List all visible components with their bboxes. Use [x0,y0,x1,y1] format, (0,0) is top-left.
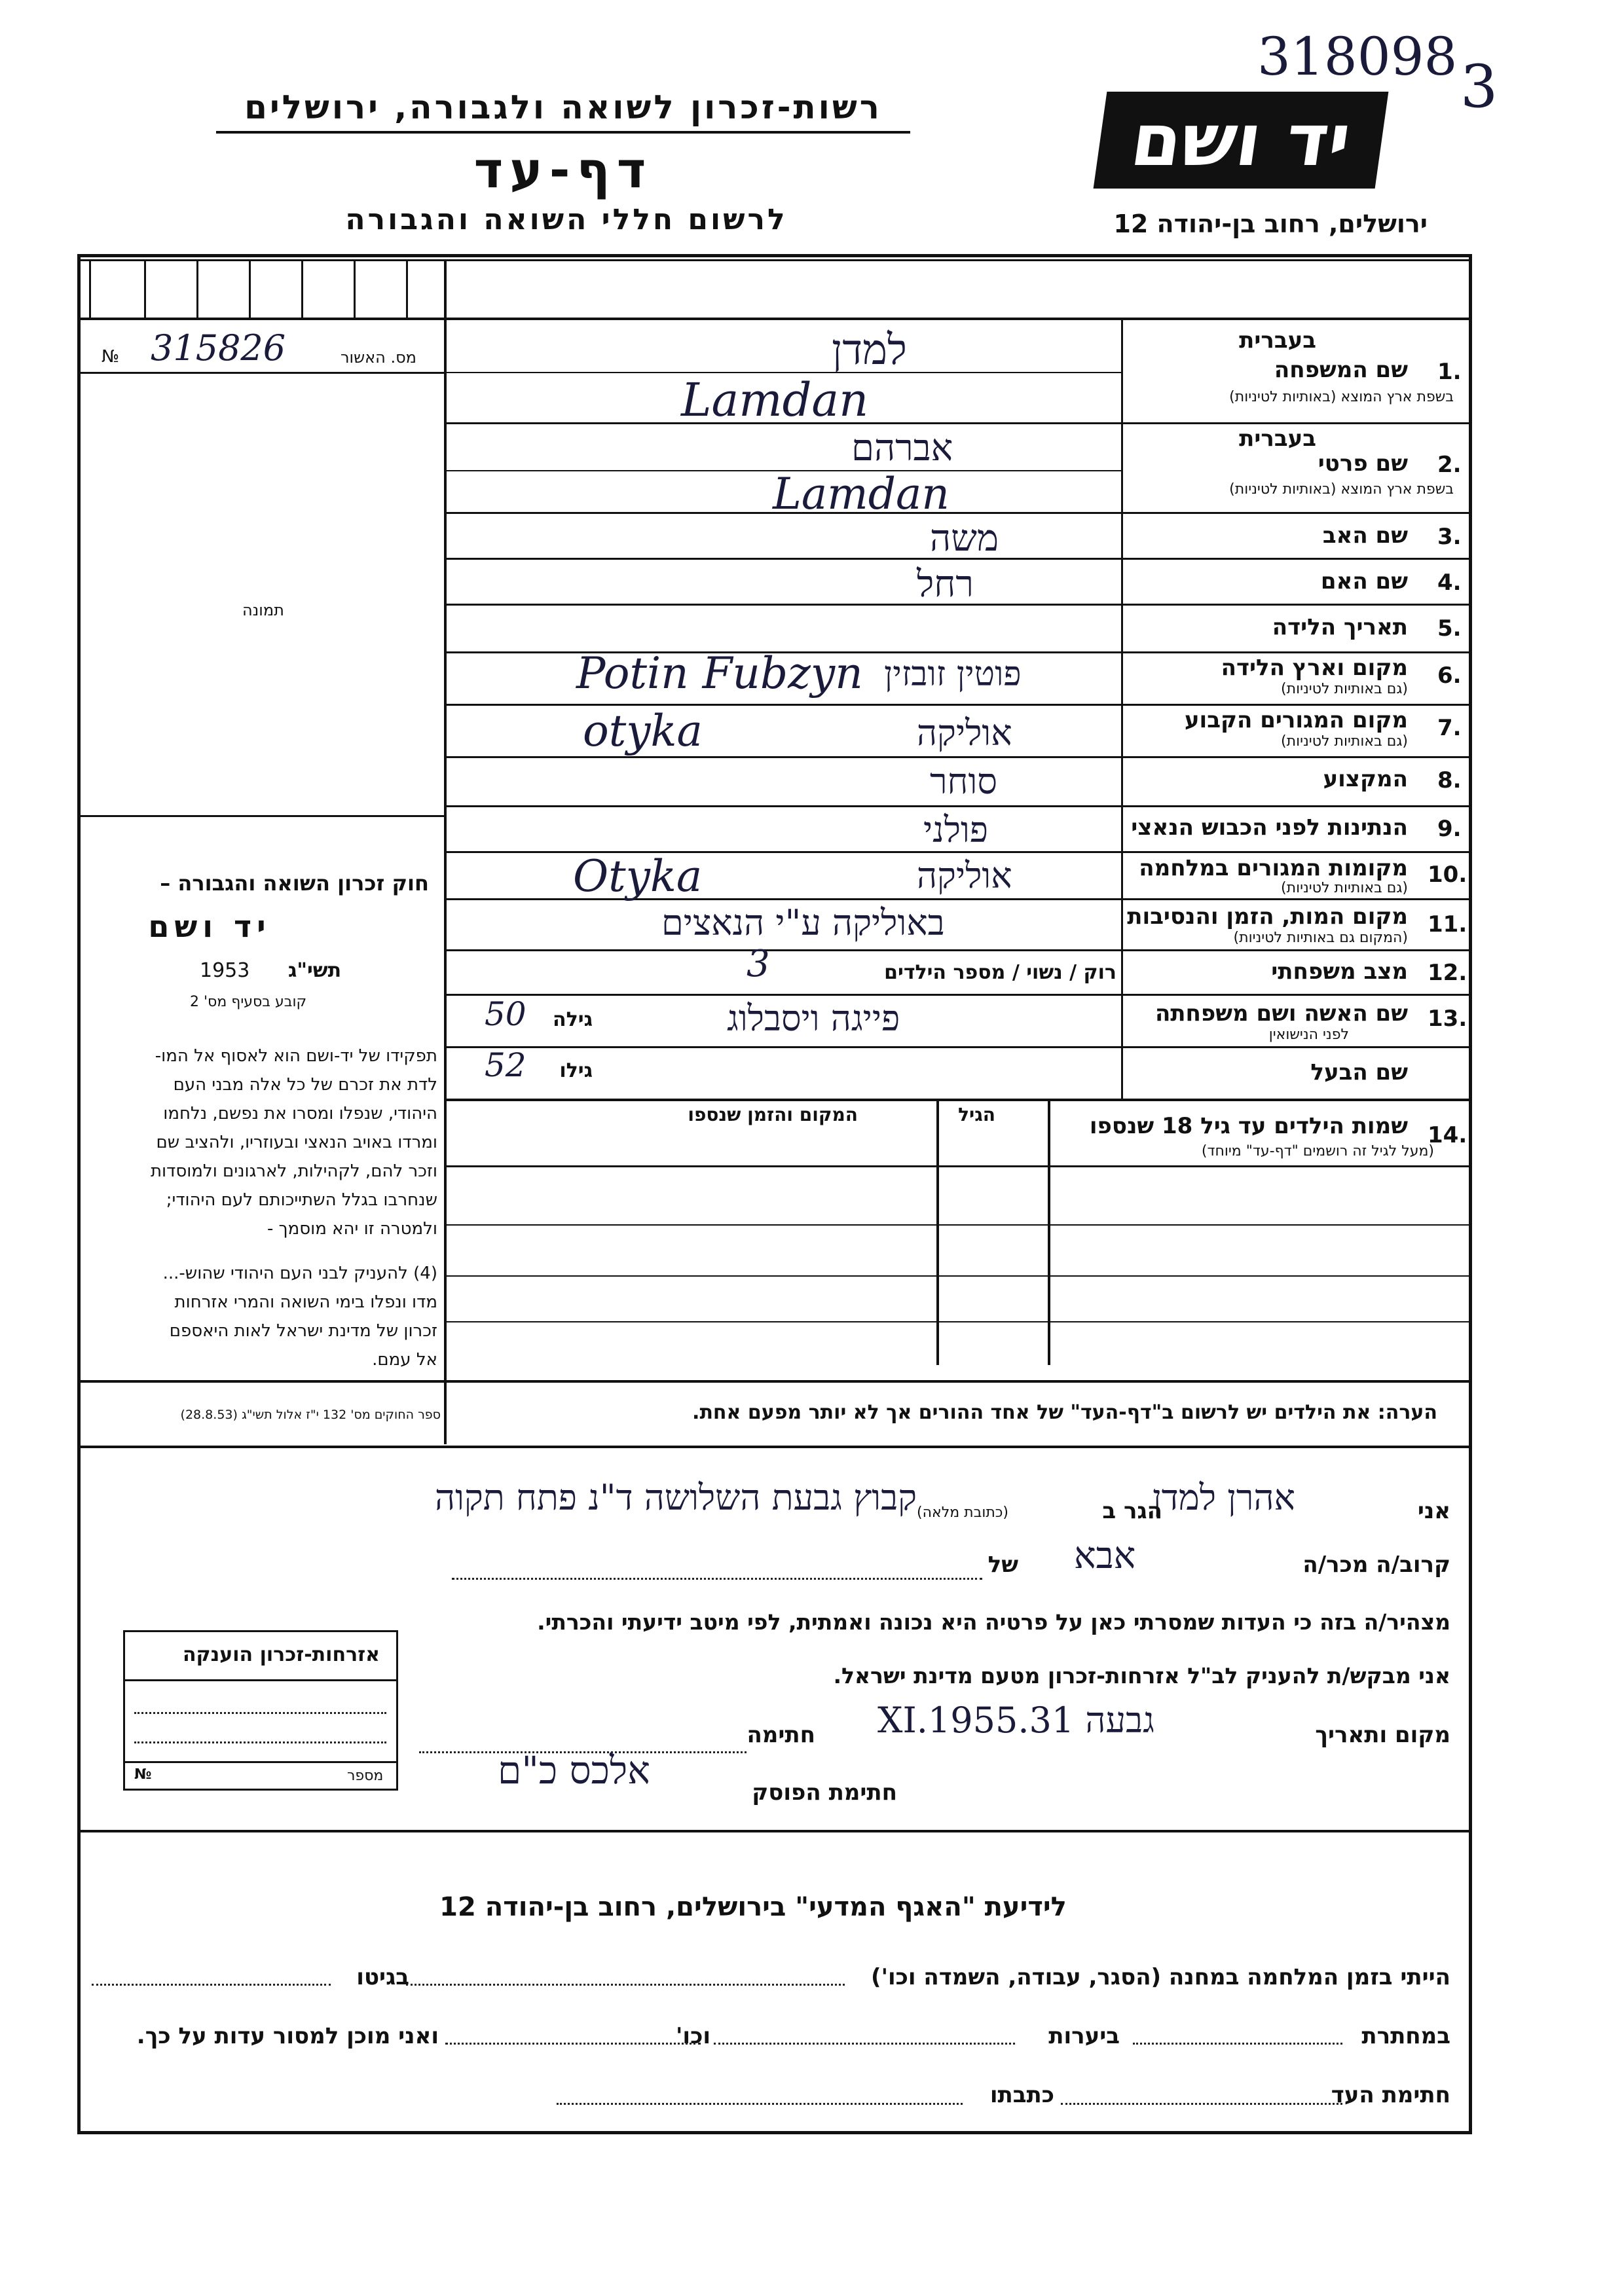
children-row-line [447,1224,1472,1226]
strip-box-border [144,259,146,318]
field-sublabel: (המקום גם באותיות לטיניות) [1233,930,1408,946]
field-label-birth-place: מקום וארץ הלידה [1221,655,1408,681]
footer-line [714,2043,1015,2045]
law-line: אל עמם. [372,1350,437,1370]
official-signature-label: חתימת הפוסק [752,1779,897,1806]
residence-hebrew[interactable]: אוליקה [917,712,1012,754]
law-line: ומרדו באויב הנאצי ובעוזריו, ולהציב שם [156,1133,437,1152]
strip-box-border [249,259,251,318]
field-number: 8. [1437,767,1462,793]
law-year-hebrew: תשי"ג [288,959,342,982]
wartime-residence-latin[interactable]: Otyka [573,851,703,902]
wife-age[interactable]: 50 [485,995,526,1033]
field-number: 9. [1437,816,1462,842]
family-name-latin[interactable]: Lamdan [681,373,869,427]
citizenship-line [123,1679,398,1681]
archive-number: 318098 [1257,26,1458,87]
field-number: 14. [1428,1122,1467,1148]
approval-divider [77,372,445,374]
citizenship-line [134,1741,386,1743]
father-name[interactable]: משה [930,517,999,560]
strip-box-border [301,259,303,318]
law-line: לדת את זכרם של כל אלה מבני העם [173,1075,437,1095]
field-label-nationality: הנתינות לפני הכבוש הנאצי [1131,814,1408,841]
profession[interactable]: סוחר [930,761,998,802]
citizenship-no-sign: № [134,1766,152,1783]
footer-line [92,1984,331,1986]
children-col-place: המקום והזמן שנספו [688,1104,858,1125]
field-label-residence: מקום המגורים הקבוע [1184,707,1408,733]
first-name-hebrew[interactable]: אברהם [851,427,953,469]
resident-sublabel: (כתובת מלאה) [917,1504,1008,1521]
strip-box-border [89,259,91,318]
declaration-bottom-line [77,1830,1472,1832]
official-signature[interactable]: אלכס כ"ם [498,1748,650,1793]
declarant-address[interactable]: קבוץ גבעת השלושה ד"נ פתח תקוה [435,1477,917,1518]
of-label: של [987,1552,1018,1578]
law-line: היהודי, שנפלו ומסרו את נפשם, נלחמו [163,1104,437,1123]
approval-no-sign: № [101,347,120,367]
citizenship-number-label: מספר [347,1768,384,1784]
law-line: זכרון של מדינת ישראל לאות היאספם [169,1321,437,1341]
field-label-profession: המקצוע [1323,766,1408,792]
field-number: 11. [1428,911,1467,938]
wife-name[interactable]: פייגה ויסבלוג [727,998,900,1039]
law-clause: קובע בסעיף מס' 2 [190,994,307,1010]
footer-underground-label: במחתרת [1361,2023,1450,2049]
field-number: 13. [1428,1006,1467,1032]
row-line [447,949,1472,951]
place-date-value[interactable]: גבעה 31.XI.1955 [877,1700,1154,1741]
footer-witness-signature-label: חתימת העד [1331,2082,1450,2108]
note-text: הערה: את הילדים יש לרשום ב"דף-העד" של אחד ההורים אך לא יותר מפעם אחת. [692,1401,1437,1424]
field-number: 3. [1437,524,1462,550]
strip-divider [77,318,1472,320]
law-name: יד ושם [148,909,271,944]
children-label: שמות הילדים עד גיל 18 שנספו [1089,1113,1408,1139]
children-row-line [447,1275,1472,1277]
footer-camp-label: הייתי בזמן המלחמה במחנה (הסגר, עבודה, השמדה וכו') [871,1964,1450,1990]
photo-divider [77,815,445,817]
children-col-border [936,1100,939,1365]
org-underline [216,131,910,134]
resident-label: הגר ב [1102,1498,1162,1524]
footer-line [1133,2043,1342,2045]
field-number: 4. [1437,570,1462,596]
strip-box-border [354,259,356,318]
mother-name[interactable]: רחל [917,563,974,606]
logo-text: יד ושם [1126,98,1356,182]
death-details[interactable]: באוליקה ע"י הנאצים [661,902,945,943]
field-number: 5. [1437,615,1462,642]
declarant-label: אני [1417,1498,1450,1524]
children-col-age: הגיל [958,1104,995,1125]
field-sublabel: (גם באותיות לטיניות) [1281,733,1408,750]
strip-box-border [406,259,408,318]
note-bottom-line [77,1446,1472,1448]
field-label-first-name: שם פרטי [1318,450,1408,477]
hebrew-label: בעברית [1239,327,1316,354]
field-number: 1. [1437,359,1462,385]
photo-label: תמונה [242,601,284,619]
signature-label: חתימה [747,1722,815,1748]
husband-age[interactable]: 52 [485,1046,526,1084]
citizenship-line [134,1712,386,1714]
residence-latin[interactable]: otyka [583,706,703,756]
row-line [447,1046,1472,1048]
footer-title: לידיעת "האגף המדעי" בירושלים, רחוב בן-יהודה 12 [439,1892,1067,1922]
field-label-family-name: שם המשפחה [1274,357,1408,383]
wartime-residence-hebrew[interactable]: אוליקה [917,855,1012,896]
footer-line [406,1984,845,1986]
strip-box-border [196,259,198,318]
law-reference: ספר החוקים מס' 132 י"ז אלול תשי"ג (28.8.53) [180,1408,441,1422]
field-number: 12. [1428,960,1467,986]
footer-address-label: כתבתו [989,2082,1054,2108]
children-sublabel: (מעל לגיל זה רושמים "דף-עד" מיוחד) [1201,1143,1434,1159]
law-year: 1953 [200,959,250,982]
family-status-options: רוק / נשוי / מספר הילדים [884,961,1116,984]
yad-vashem-logo [1094,92,1389,189]
field-sublabel: (גם באותיות לטיניות) [1281,880,1408,896]
field-label-birth-date: תאריך הלידה [1272,614,1408,640]
field-sublabel: בשפת ארץ המוצא (באותיות לטיניות) [1229,389,1454,405]
row-line [447,756,1472,758]
nationality[interactable]: פולני [923,809,989,850]
children-bottom-line [77,1380,1472,1383]
law-line: (4) להעניק לבני העם היהודי שהוש-... [162,1264,437,1283]
approval-number[interactable]: 315826 [151,327,286,369]
declarant-name[interactable]: אהרן למדן [1153,1477,1295,1518]
husband-age-label: גילו [559,1059,593,1082]
field-sublabel: בשפת ארץ המוצא (באותיות לטיניות) [1229,481,1454,498]
family-name-hebrew[interactable]: למדן [832,326,907,374]
archive-suffix: 3 [1460,52,1498,121]
field-number: 10. [1428,862,1467,888]
row-line [447,1099,1472,1101]
field-label-father: שם האב [1322,522,1408,549]
footer-line [557,2103,963,2105]
footer-etc-label: וכו' [675,2023,710,2049]
of-line [452,1578,982,1580]
field-label-death: מקום המות, הזמן והנסיבות [1127,903,1408,930]
field-label-wife: שם האשה ושם משפחתה [1154,1000,1408,1027]
row-line [447,512,1472,514]
footer-forests-label: ביערות [1048,2023,1120,2049]
children-header-line [447,1165,1472,1167]
label-column-border [1121,319,1123,1099]
approval-label: מס. האשור [341,348,416,367]
row-line [447,422,1472,424]
law-line: שנחרבו בגלל השתייכותם לעם היהודי; [166,1190,437,1210]
field-number: 7. [1437,715,1462,741]
field-label-family-status: מצב משפחתי [1271,958,1408,985]
birth-place-latin[interactable]: Potin Fubzyn [576,648,863,699]
footer-ghetto-label: בגיטו [356,1964,409,1990]
children-col-border [1048,1100,1050,1365]
law-title: חוק זכרון השואה והגבורה – [160,871,429,896]
birth-place-hebrew[interactable]: פוטין זובזין [884,655,1022,694]
citizenship-title: אזרחות-זכרון הוענקה [182,1643,380,1666]
children-row-line [447,1321,1472,1322]
field-number: 6. [1437,663,1462,689]
law-line: ולמטרה זו יהא מוסמך - [267,1219,437,1239]
field-label-husband: שם הבעל [1310,1059,1408,1085]
row-line [447,805,1472,807]
field-number: 2. [1437,452,1462,478]
place-date-label: מקום ותאריך [1315,1722,1450,1748]
header-address: ירושלים, רחוב בן-יהודה 12 [1113,210,1428,238]
form-subtitle: לרשום חללי השואה והגבורה [345,203,788,236]
relation-value[interactable]: אבא [1074,1535,1136,1577]
law-line: וזכר להם, לקהילות, לארגונים ולמוסדות [150,1161,437,1181]
field-sublabel: לפני הנישואין [1268,1027,1349,1043]
declaration-request: אני מבקש/ת להעניק לב"ל אזרחות-זכרון מטעם מדינת ישראל. [833,1663,1450,1688]
relative-label: קרוב/ה מכר/ה [1302,1552,1450,1578]
field-sublabel: (גם באותיות לטיניות) [1281,681,1408,697]
law-line: תפקידו של יד-ושם הוא לאסוף אל המו- [155,1046,437,1066]
field-label-wartime-residence: מקומות המגורים במלחמה [1139,855,1408,881]
citizenship-line [123,1761,398,1763]
children-count[interactable]: 3 [747,943,770,985]
first-name-latin[interactable]: Lamdan [773,469,950,519]
hebrew-label: בעברית [1239,426,1316,452]
declaration-statement: מצהיר/ה בזה כי העדות שמסרתי כאן על פרטיה היא נכונה ואמתית, לפי מיטב ידיעתי והכרתי. [537,1609,1450,1635]
law-line: מדו ונפלו בימי השואה והמרי אזרחות [174,1292,437,1312]
footer-line [1061,2103,1342,2105]
row-line [447,994,1472,996]
frame-top-inner [77,259,1472,261]
field-label-mother: שם האם [1320,568,1408,594]
form-title: דף-עד [473,141,653,199]
wife-age-label: גילה [553,1008,593,1031]
org-name: רשות-זכרון לשואה ולגבורה, ירושלים [244,88,882,126]
footer-line [445,2043,701,2045]
footer-testimony-label: ואני מוכן למסור עדות על כך. [136,2023,439,2049]
